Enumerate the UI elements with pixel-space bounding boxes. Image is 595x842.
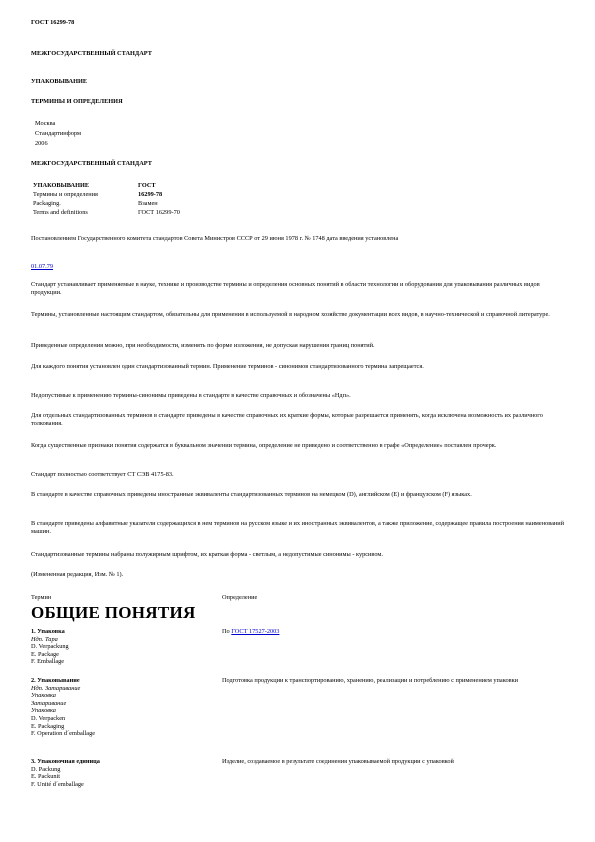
definition-prefix: По: [222, 628, 230, 635]
term-ndp: Затаривание: [31, 699, 67, 707]
paragraph: В стандарте приведены алфавитные указатели содержащихся в нем терминов на русском языке и их иностранных эквивалентов, а также приложение, содержащее правила построения наименований машин.: [31, 520, 565, 535]
term-name: 2. Упаковывание: [31, 677, 80, 684]
term-en: E. Packunit: [31, 773, 61, 781]
meta-right: ГОСТ: [138, 182, 156, 189]
meta-right: ГОСТ 16299-70: [138, 209, 180, 216]
meta-row: [33, 182, 156, 190]
paragraph: Для отдельных стандартизованных терминов в стандарте приведены в качестве справочных их краткие формы, которые разрешается применять, когда исключена возможность их различного толкования.: [31, 412, 543, 427]
meta-left: Terms and definitions: [33, 209, 88, 216]
term-fr: F. Operation d´emballage: [31, 730, 96, 738]
term-en: E. Packaging: [31, 722, 65, 730]
meta-right: Взамен: [138, 200, 158, 207]
paragraph: Когда существенные признаки понятия содержатся в буквальном значении термина, определение не приведено и соответственно в графе «Определение» поставлен прочерк.: [31, 442, 497, 449]
meta-row: [33, 209, 180, 217]
term-ndp: Ндп. Затаривание: [31, 684, 81, 692]
meta-row: [33, 191, 162, 199]
paragraph: Стандарт полностью соответствует СТ СЭВ 4175-83.: [31, 471, 174, 478]
term-ndp: Ндп. Тара: [31, 635, 58, 643]
paragraph: Термины, установленные настоящим стандартом, обязательны для применения в используемой в народном хозяйстве документации всех видов, в научно-технической и справочной литературе.: [31, 311, 550, 318]
paragraph: Стандартизованные термины набраны полужирным шрифтом, их краткая форма - светлым, а недопустимые синонимы - курсивом.: [31, 551, 383, 558]
table-row-term: [31, 758, 100, 788]
title-line-1: УПАКОВЫВАНИЕ: [31, 78, 88, 85]
table-row-definition: Изделие, создаваемое в результате соединения упаковываемой продукции с упаковкой: [222, 758, 454, 765]
term-de: D. Verpackung: [31, 643, 69, 651]
meta-right: 16299-78: [138, 191, 163, 198]
meta-standard-type: МЕЖГОСУДАРСТВЕННЫЙ СТАНДАРТ: [31, 160, 152, 167]
meta-left: Packaging.: [33, 200, 61, 207]
table-row-definition: [222, 628, 279, 636]
column-header-definition: Определение: [222, 594, 258, 601]
paragraph: В стандарте в качестве справочных приведены иностранные эквиваленты стандартизованных терминов на немецком (D), английском (E) и французском (F) языках.: [31, 491, 472, 498]
doc-code: ГОСТ 16299-78: [31, 19, 75, 26]
paragraph: Приведенные определения можно, при необходимости, изменять по форме изложения, не допуская нарушения границ понятий.: [31, 342, 375, 349]
column-header-term: Термин: [31, 594, 52, 601]
term-name: 1. Упаковка: [31, 628, 65, 635]
term-fr: F. Unité d´emballage: [31, 780, 84, 788]
table-row-term: [31, 677, 95, 738]
term-ndp: Упаковка: [31, 707, 56, 715]
paragraph: Недопустимые к применению термины-синонимы приведены в стандарте в качестве справочных и обозначены «Ндп».: [31, 392, 351, 399]
meta-left: УПАКОВЫВАНИЕ: [33, 182, 90, 189]
intro-date-link[interactable]: 01.07.79: [31, 263, 54, 270]
paragraph: Для каждого понятия установлен один стандартизованный термин. Применение терминов - синонимов стандартизованного термина запрещается.: [31, 363, 424, 370]
section-title: ОБЩИЕ ПОНЯТИЯ: [31, 603, 196, 622]
term-de: D. Verpacken: [31, 714, 66, 722]
term-en: E. Package: [31, 650, 59, 658]
table-row-term: [31, 628, 69, 666]
standard-type: МЕЖГОСУДАРСТВЕННЫЙ СТАНДАРТ: [31, 50, 152, 57]
paragraph: Стандарт устанавливает применяемые в науке, технике и производстве термины и определения основных понятий в области технологии и оборудования для упаковывания различных видов продукции.: [31, 281, 540, 296]
term-ndp: Упаковка: [31, 692, 56, 700]
meta-left: Термины и определения: [33, 191, 98, 198]
term-name: 3. Упаковочная единица: [31, 758, 100, 765]
table-row-definition: Подготовка продукции к транспортированию, хранению, реализации и потреблению с применением упаковки: [222, 677, 519, 684]
meta-row: [33, 200, 158, 208]
title-line-2: ТЕРМИНЫ И ОПРЕДЕЛЕНИЯ: [31, 98, 123, 105]
gost-link[interactable]: ГОСТ 17527-2003: [231, 628, 280, 635]
publisher-name: Стандартинформ: [35, 130, 81, 137]
term-fr: F. Emballage: [31, 658, 65, 666]
term-de: D. Packung: [31, 765, 61, 773]
publisher-year: 2006: [35, 140, 48, 147]
publisher-city: Москва: [35, 120, 56, 127]
paragraph-amendment: (Измененная редакция, Изм. № 1).: [31, 571, 124, 578]
decree-text: Постановлением Государственного комитета стандартов Совета Министров СССР от 29 июня 1978 г. № 1748 дата введения установлена: [31, 235, 399, 242]
